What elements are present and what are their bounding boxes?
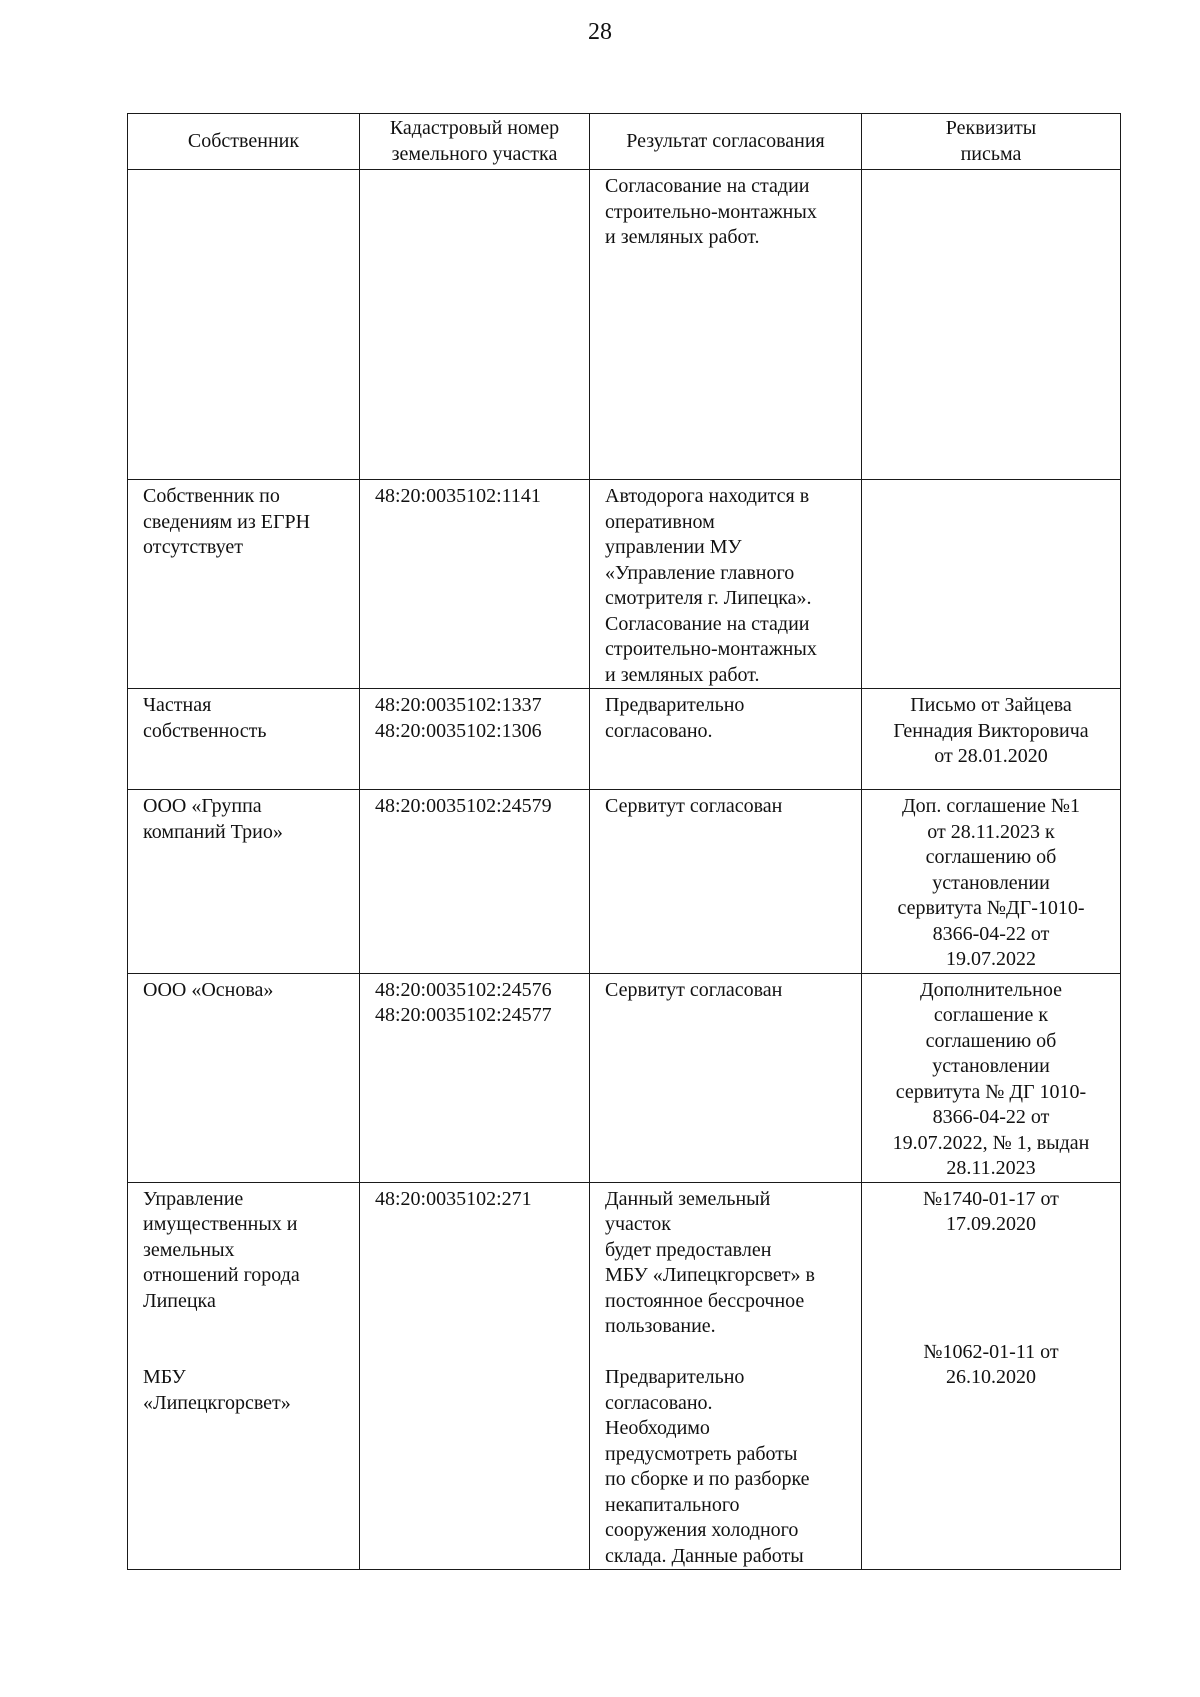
cell-line: «Управление главного [605,561,795,584]
table-row [128,973,1121,1182]
cell-line: Геннадия Викторовича [893,719,1089,742]
cell-line: соглашение к [933,1004,1049,1026]
cell-approval-result [590,170,862,480]
cell-line: имущественных и [143,1213,298,1235]
cell-owner [128,480,360,689]
cell-line [143,1314,344,1340]
cell-line: Дополнительное [919,978,1062,1001]
cell-line: собственность [143,719,267,742]
cell-line: земельных [143,1238,235,1261]
cell-line: Предварительно [605,1366,745,1388]
cell-line: сервитута №ДГ-1010- [897,897,1085,919]
cell-line: соглашению об [925,1029,1057,1052]
cell-owner [128,973,360,1182]
cell-line: Сервитут согласован [605,795,783,817]
cell-approval-result [590,1182,862,1570]
cell-owner [128,170,360,480]
cell-letter-requisites [862,689,1121,790]
cell-line: по сборке и по разборке [605,1468,810,1490]
header-approval-result [590,114,862,170]
cell-line: 48:20:0035102:1337 [375,694,542,716]
table-row [128,689,1121,790]
cell-line: Необходимо [605,1417,710,1439]
cell-line: согласовано. [605,1391,713,1414]
cell-approval-result [590,973,862,1182]
cell-line [605,1340,846,1366]
cell-line [877,1314,1105,1340]
approval-table [127,113,1121,1570]
cell-cadastral-number [360,973,590,1182]
cell-line: Липецка [143,1289,216,1312]
table-row [128,790,1121,974]
cell-line: №1740-01-17 от [923,1187,1059,1210]
cell-letter-requisites [862,480,1121,689]
cell-line [877,1289,1105,1315]
cell-line: склада. Данные работы [605,1544,804,1567]
cell-line: 28.11.2023 [946,1157,1036,1179]
cell-line [877,1238,1105,1264]
cell-line: земельного участка [391,142,558,165]
cell-letter-requisites [862,170,1121,480]
cell-letter-requisites [862,790,1121,974]
cell-line: 8366-04-22 от [932,922,1050,945]
cell-line: 48:20:0035102:24576 [375,978,552,1001]
cell-line: пользование. [605,1315,716,1337]
cell-line: установлении [932,1055,1050,1077]
cell-line: 48:20:0035102:24577 [375,1004,552,1026]
cell-line: Собственник по [143,485,280,507]
cell-line: оперативном [605,510,715,533]
cell-line: №1062-01-11 от [923,1340,1059,1363]
cell-approval-result [590,790,862,974]
page-number: 28 [588,19,612,45]
cell-owner [128,1182,360,1570]
cell-line: отношений города [143,1264,300,1286]
cell-line: Согласование на стадии [605,612,810,635]
header-letter-requisites [862,114,1121,170]
header-owner [128,114,360,170]
cell-line: Данный земельный [605,1187,771,1210]
cell-line: сервитута № ДГ 1010- [895,1080,1087,1103]
cell-line: согласовано. [605,719,713,742]
header-cadastral-number [360,114,590,170]
cell-line: сооружения холодного [605,1519,799,1541]
cell-line [143,1340,344,1366]
cell-cadastral-number [360,689,590,790]
cell-line: постоянное бессрочное [605,1289,805,1312]
cell-line: и земляных работ. [605,663,760,686]
cell-line: Собственник [187,129,300,152]
cell-line: 17.09.2020 [946,1213,1036,1235]
cell-cadastral-number [360,1182,590,1570]
cell-line: Частная [143,694,212,716]
cell-line: письма [960,142,1022,165]
cell-letter-requisites [862,1182,1121,1570]
cell-owner [128,689,360,790]
cell-line: будет предоставлен [605,1238,772,1261]
cell-line: 26.10.2020 [946,1366,1036,1388]
cell-line: ООО «Основа» [143,978,274,1001]
cell-line: Предварительно [605,694,745,716]
cell-line: и земляных работ. [605,226,760,248]
cell-line: от 28.11.2023 к [927,820,1055,843]
cell-line: Сервитут согласован [605,978,783,1001]
table-header-row [128,114,1121,170]
cell-line: предусмотреть работы [605,1442,798,1465]
cell-line: участок [605,1213,672,1235]
table-row [128,480,1121,689]
cell-line: 48:20:0035102:24579 [375,795,552,817]
cell-cadastral-number [360,790,590,974]
cell-line: 19.07.2022 [946,948,1036,970]
cell-line: Результат согласования [626,129,825,152]
table-row [128,1182,1121,1570]
cell-line: «Липецкгорсвет» [143,1391,291,1414]
table-row [128,170,1121,480]
cell-cadastral-number [360,480,590,689]
cell-line: установлении [932,871,1050,894]
cell-line: управлении МУ [605,536,742,558]
cell-line: Управление [143,1187,244,1210]
cell-line: Согласование на стадии [605,175,810,197]
cell-line: Кадастровый номер [389,117,560,139]
cell-line: 48:20:0035102:1306 [375,719,542,742]
cell-line: соглашению об [925,846,1057,868]
cell-line: 48:20:0035102:271 [375,1187,532,1210]
cell-approval-result [590,480,862,689]
cell-cadastral-number [360,170,590,480]
cell-line: 8366-04-22 от [932,1106,1050,1128]
cell-line: сведениям из ЕГРН [143,510,311,533]
cell-line: 48:20:0035102:1141 [375,485,541,507]
cell-owner [128,790,360,974]
cell-line: ООО «Группа [143,795,262,817]
cell-line: компаний Трио» [143,820,283,843]
cell-line: МБУ [143,1366,186,1388]
cell-line: Письмо от Зайцева [910,694,1072,716]
cell-letter-requisites [862,973,1121,1182]
cell-line: Доп. соглашение №1 [902,795,1080,817]
cell-line: отсутствует [143,536,244,558]
cell-line [877,1263,1105,1289]
cell-line: строительно-монтажных [605,200,817,223]
cell-line: смотрителя г. Липецка». [605,587,812,609]
cell-line: МБУ «Липецкгорсвет» в [605,1264,815,1286]
cell-approval-result [590,689,862,790]
cell-line: строительно-монтажных [605,638,817,660]
cell-line: от 28.01.2020 [934,745,1048,767]
cell-line: некапитального [605,1493,740,1516]
cell-line: 19.07.2022, № 1, выдан [892,1131,1090,1154]
cell-line: Реквизиты [945,117,1037,139]
cell-line: Автодорога находится в [605,485,810,507]
